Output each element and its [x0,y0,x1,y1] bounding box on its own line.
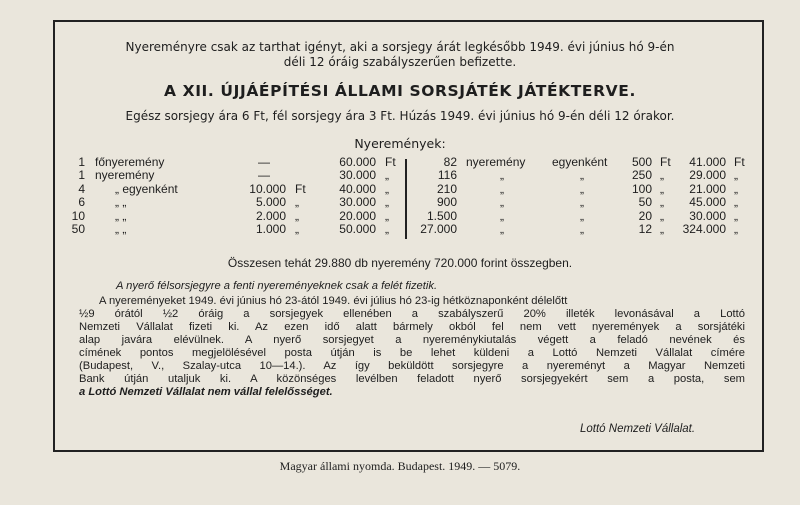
prize-each: 1.000 [255,222,286,236]
prize-count: 116 [437,168,457,183]
prize-label: nyeremény [95,168,155,183]
prize-count: 50 [71,222,85,236]
prize-label: „ [500,208,504,223]
prize-total: 30.000 [689,208,726,223]
prize-each: 12 [638,222,652,236]
prize-label: nyeremény [466,155,526,169]
prize-total: 60.000 [339,155,376,169]
prize-count: 27.000 [420,222,457,236]
document-title: A XII. ÚJJÁÉPÍTÉSI ÁLLAMI SORSJÁTÉK JÁTÉKTERVE. [164,82,636,100]
prize-total-unit: „ [734,208,738,223]
prize-label: „ [500,181,504,196]
prize-count: 1.500 [426,208,457,223]
prize-total: 45.000 [689,195,726,210]
prize-count: 10 [71,208,85,223]
prize-word: „ [580,195,584,210]
prize-total: 29.000 [689,168,726,183]
prize-count: 1 [78,155,85,169]
prize-total: 30.000 [339,168,376,183]
prize-each-unit: Ft [295,181,306,196]
prize-word: „ [580,168,584,183]
prize-count: 210 [436,181,457,196]
prize-total-unit: „ [385,208,389,223]
prize-count: 1 [78,168,85,183]
prize-each-unit: „ [660,181,664,196]
prize-total-unit: „ [734,195,738,210]
prize-count: 82 [443,155,457,169]
prize-label: főnyeremény [95,155,165,169]
prize-each: 5.000 [255,195,286,210]
prize-word: „ [580,181,584,196]
prize-total: 41.000 [689,155,726,169]
prize-each-unit: Ft [660,155,671,169]
prize-each: 500 [631,155,652,169]
prize-total-unit: „ [385,222,389,236]
prize-each-unit: „ [295,222,299,236]
prize-total-unit: Ft [734,155,745,169]
prize-total-unit: „ [734,168,738,183]
prize-each: 20 [638,208,652,223]
prize-label: „ [500,222,504,236]
paragraph-line: ½9 órától ½2 óráig a sorsjegyek ellenében a szabályszerű 20% illeték levonásával a Lottó [79,308,745,320]
prize-count: 900 [436,195,457,210]
prize-label: „ [500,168,504,183]
prize-total: 50.000 [339,222,376,236]
prize-each-unit: „ [660,222,664,236]
prize-total-unit: „ [385,195,389,210]
printer-line: Magyar állami nyomda. Budapest. 1949. — 5079. [279,459,521,473]
prize-each: — [258,155,270,169]
paragraph-line: Nemzeti Vállalat fizeti ki. Az ezen idő alatt bármely okból fel nem vett nyeremények a sorsjátéki [79,321,745,333]
prize-each: 250 [631,168,652,183]
prize-each: 100 [631,181,652,196]
prize-each: 10.000 [249,181,286,196]
prize-label: „ egyenként [115,181,178,196]
prize-count: 6 [78,195,85,210]
prize-each-unit: „ [660,208,664,223]
prize-each-unit: „ [660,168,664,183]
prize-each: 50 [638,195,652,210]
prize-total: 20.000 [339,208,376,223]
prize-total: 40.000 [339,181,376,196]
prize-total-unit: „ [385,181,389,196]
notice-line-1: Nyereményre csak az tarthat igényt, aki a sorsjegy árát legkésőbb 1949. évi június hó 9-én [125,40,675,54]
half-ticket-note: A nyerő félsorsjegyre a fenti nyereményeknek csak a felét fizetik. [116,280,438,292]
prize-each-unit: „ [295,195,299,210]
prize-label: „ „ [115,222,127,236]
prizes-heading: Nyeremények: [354,136,446,151]
paragraph-line: a Lottó Nemzeti Vállalat nem vállal felelősséget. [79,386,333,398]
prize-label: „ [500,195,504,210]
prize-each-unit: „ [295,208,299,223]
prize-word: egyenként [552,155,608,169]
prize-each: — [258,168,270,183]
signature: Lottó Nemzeti Vállalat. [580,423,696,435]
prize-label: „ „ [115,195,127,210]
total-line: Összesen tehát 29.880 db nyeremény 720.000 forint összegben. [227,256,573,270]
paragraph-line: alap javára elévülnek. A nyerő sorsjegyet a nyereménykiutalás végett a feladó nevének és [79,334,745,346]
prize-total-unit: „ [734,181,738,196]
notice-line-2: déli 12 óráig szabályszerűen befizette. [283,55,517,69]
prize-total-unit: „ [734,222,738,236]
prize-count: 4 [78,181,85,196]
paragraph-line: Bank útján utaljuk ki. A közönséges levélben feladott nyerő sorsjegyekért sem a posta, sem [79,373,745,385]
prize-word: „ [580,208,584,223]
prize-total-unit: „ [385,168,389,183]
paragraph-line: címének pontos megjelölésével posta útján is be lehet küldeni a Lottó Nemzeti Vállalat címére [79,347,745,359]
prize-each-unit: „ [660,195,664,210]
prize-total: 21.000 [689,181,726,196]
prize-total: 30.000 [339,195,376,210]
prize-label: „ „ [115,208,127,223]
prize-total-unit: Ft [385,155,396,169]
ticket-price-line: Egész sorsjegy ára 6 Ft, fél sorsjegy ára 3 Ft. Húzás 1949. évi június hó 9-én déli 12 órakor. [125,109,675,123]
prize-word: „ [580,222,584,236]
prize-each: 2.000 [255,208,286,223]
paragraph-line: (Budapest, V., Szalay-utca 10—14.). Az így beküldött sorsjegyre a nyereményt a Magyar Nemzeti [79,360,745,372]
prize-total: 324.000 [682,222,726,236]
paragraph-line: A nyereményeket 1949. évi június hó 23-ától 1949. évi július hó 23-ig hétköznaponként délelőtt [99,295,568,307]
